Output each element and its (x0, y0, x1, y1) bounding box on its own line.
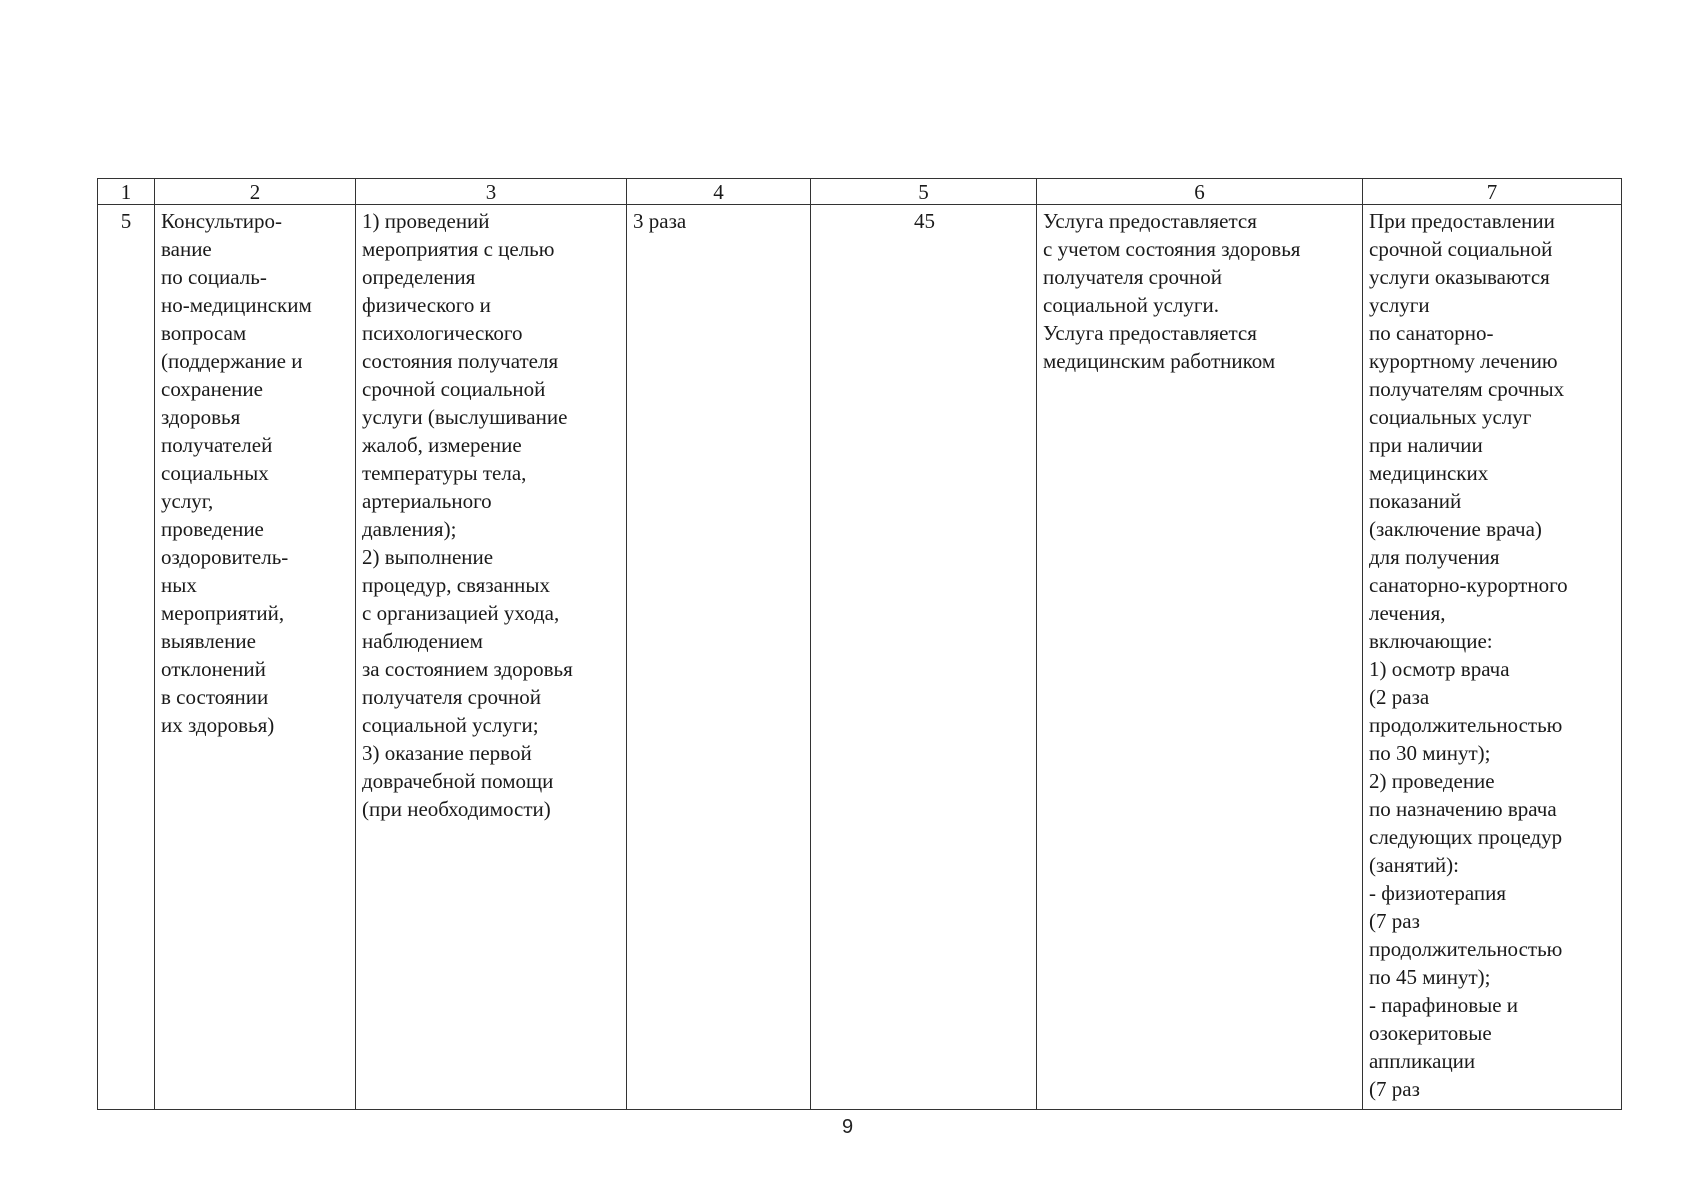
cell-text-line: аппликации (1369, 1049, 1476, 1073)
cell-text-line: доврачебной помощи (362, 769, 554, 793)
cell-text-line: - физиотерапия (1369, 881, 1507, 905)
cell-text-line: мероприятий, (161, 601, 285, 625)
services-table (97, 178, 1622, 1110)
cell-text-line: вание (161, 237, 212, 261)
cell-text-line: 3) оказание первой (362, 741, 532, 765)
cell-text-line: 1) проведений (362, 209, 490, 233)
cell-text-line: проведение (161, 517, 264, 541)
cell-text-line: по санаторно- (1369, 321, 1494, 345)
cell-text-line: жалоб, измерение (362, 433, 522, 457)
cell-text-line: состояния получателя (362, 349, 559, 373)
cell-text-line: 2) выполнение (362, 545, 494, 569)
header-cell-4: 4 (627, 179, 811, 205)
cell-text-line: для получения (1369, 545, 1500, 569)
header-cell-1: 1 (98, 179, 155, 205)
conditions-cell (1037, 205, 1363, 1110)
header-cell-7: 7 (1363, 179, 1622, 205)
header-cell-5: 5 (811, 179, 1037, 205)
cell-text-line: с учетом состояния здоровья (1043, 237, 1301, 261)
cell-text-line: медицинских (1369, 461, 1489, 485)
cell-text-line: услуг, (161, 489, 214, 513)
cell-text-line: при наличии (1369, 433, 1483, 457)
cell-text-line: артериального (362, 489, 492, 513)
cell-text-line: физического и (362, 293, 491, 317)
cell-text-line: (7 раз (1369, 1077, 1420, 1101)
cell-text-line: социальных услуг (1369, 405, 1532, 429)
table-header-row (98, 179, 1622, 205)
cell-text-line: включающие: (1369, 629, 1493, 653)
cell-text-line: лечения, (1369, 601, 1446, 625)
cell-text-line: (заключение врача) (1369, 517, 1542, 541)
cell-text-line: срочной социальной (362, 377, 546, 401)
cell-text-line: санаторно-курортного (1369, 573, 1568, 597)
header-cell-2: 2 (155, 179, 356, 205)
cell-text-line: услуги оказываются (1369, 265, 1550, 289)
cell-text-line: Услуга предоставляется (1043, 321, 1257, 345)
frequency-cell: 3 раза (627, 205, 811, 1110)
cell-text-line: Услуга предоставляется (1043, 209, 1257, 233)
cell-text-line: по социаль- (161, 265, 267, 289)
cell-text-line: услуги (выслушивание (362, 405, 568, 429)
cell-text-line: оздоровитель- (161, 545, 289, 569)
cell-text-line: определения (362, 265, 476, 289)
cell-text-line: (при необходимости) (362, 797, 551, 821)
cell-text-line: но-медицинским (161, 293, 312, 317)
cell-text-line: по 45 минут); (1369, 965, 1491, 989)
cell-text-line: медицинским работником (1043, 349, 1276, 373)
cell-text-line: социальных (161, 461, 269, 485)
cell-text-line: выявление (161, 629, 256, 653)
cell-text-line: продолжительностью (1369, 713, 1563, 737)
cell-text-line: по 30 минут); (1369, 741, 1491, 765)
cell-text-line: за состоянием здоровья (362, 657, 573, 681)
page-number: 9 (841, 1116, 854, 1138)
cell-text-line: ных (161, 573, 197, 597)
duration-cell: 45 (811, 205, 1037, 1110)
cell-text-line: продолжительностью (1369, 937, 1563, 961)
cell-text-line: услуги (1369, 293, 1430, 317)
cell-text-line: с организацией ухода, (362, 601, 560, 625)
cell-text-line: - парафиновые и (1369, 993, 1519, 1017)
cell-text-line: получателя срочной (362, 685, 541, 709)
cell-text-line: (поддержание и (161, 349, 303, 373)
cell-text-line: давления); (362, 517, 457, 541)
cell-text-line: мероприятия с целью (362, 237, 555, 261)
table-row (98, 205, 1622, 1110)
cell-text-line: Консультиро- (161, 209, 282, 233)
cell-text-line: курортному лечению (1369, 349, 1558, 373)
cell-text-line: психологического (362, 321, 523, 345)
cell-text-line: показаний (1369, 489, 1462, 513)
cell-text-line: следующих процедур (1369, 825, 1563, 849)
cell-text-line: озокеритовые (1369, 1021, 1492, 1045)
cell-text-line: вопросам (161, 321, 247, 345)
cell-text-line: их здоровья) (161, 713, 275, 737)
cell-text-line: получателя срочной (1043, 265, 1222, 289)
cell-text-line: (2 раза (1369, 685, 1430, 709)
cell-text-line: по назначению врача (1369, 797, 1557, 821)
cell-text-line: 1) осмотр врача (1369, 657, 1510, 681)
cell-text-line: 2) проведение (1369, 769, 1495, 793)
cell-text-line: получателей (161, 433, 273, 457)
cell-text-line: социальной услуги. (1043, 293, 1219, 317)
cell-text-line: получателям срочных (1369, 377, 1565, 401)
header-cell-6: 6 (1037, 179, 1363, 205)
cell-text-line: социальной услуги; (362, 713, 539, 737)
cell-text-line: (7 раз (1369, 909, 1420, 933)
cell-text-line: сохранение (161, 377, 263, 401)
header-cell-3: 3 (356, 179, 627, 205)
cell-text-line: (занятий): (1369, 853, 1459, 877)
cell-text-line: процедур, связанных (362, 573, 551, 597)
notes-cell (1363, 205, 1622, 1110)
cell-text-line: срочной социальной (1369, 237, 1553, 261)
cell-text-line: температуры тела, (362, 461, 527, 485)
cell-text-line: отклонений (161, 657, 266, 681)
cell-text-line: в состоянии (161, 685, 269, 709)
description-cell (356, 205, 627, 1110)
cell-text-line: здоровья (161, 405, 241, 429)
cell-text-line: При предоставлении (1369, 209, 1555, 233)
service-name-cell (155, 205, 356, 1110)
row-number-cell: 5 (98, 205, 155, 1110)
cell-text-line: наблюдением (362, 629, 483, 653)
